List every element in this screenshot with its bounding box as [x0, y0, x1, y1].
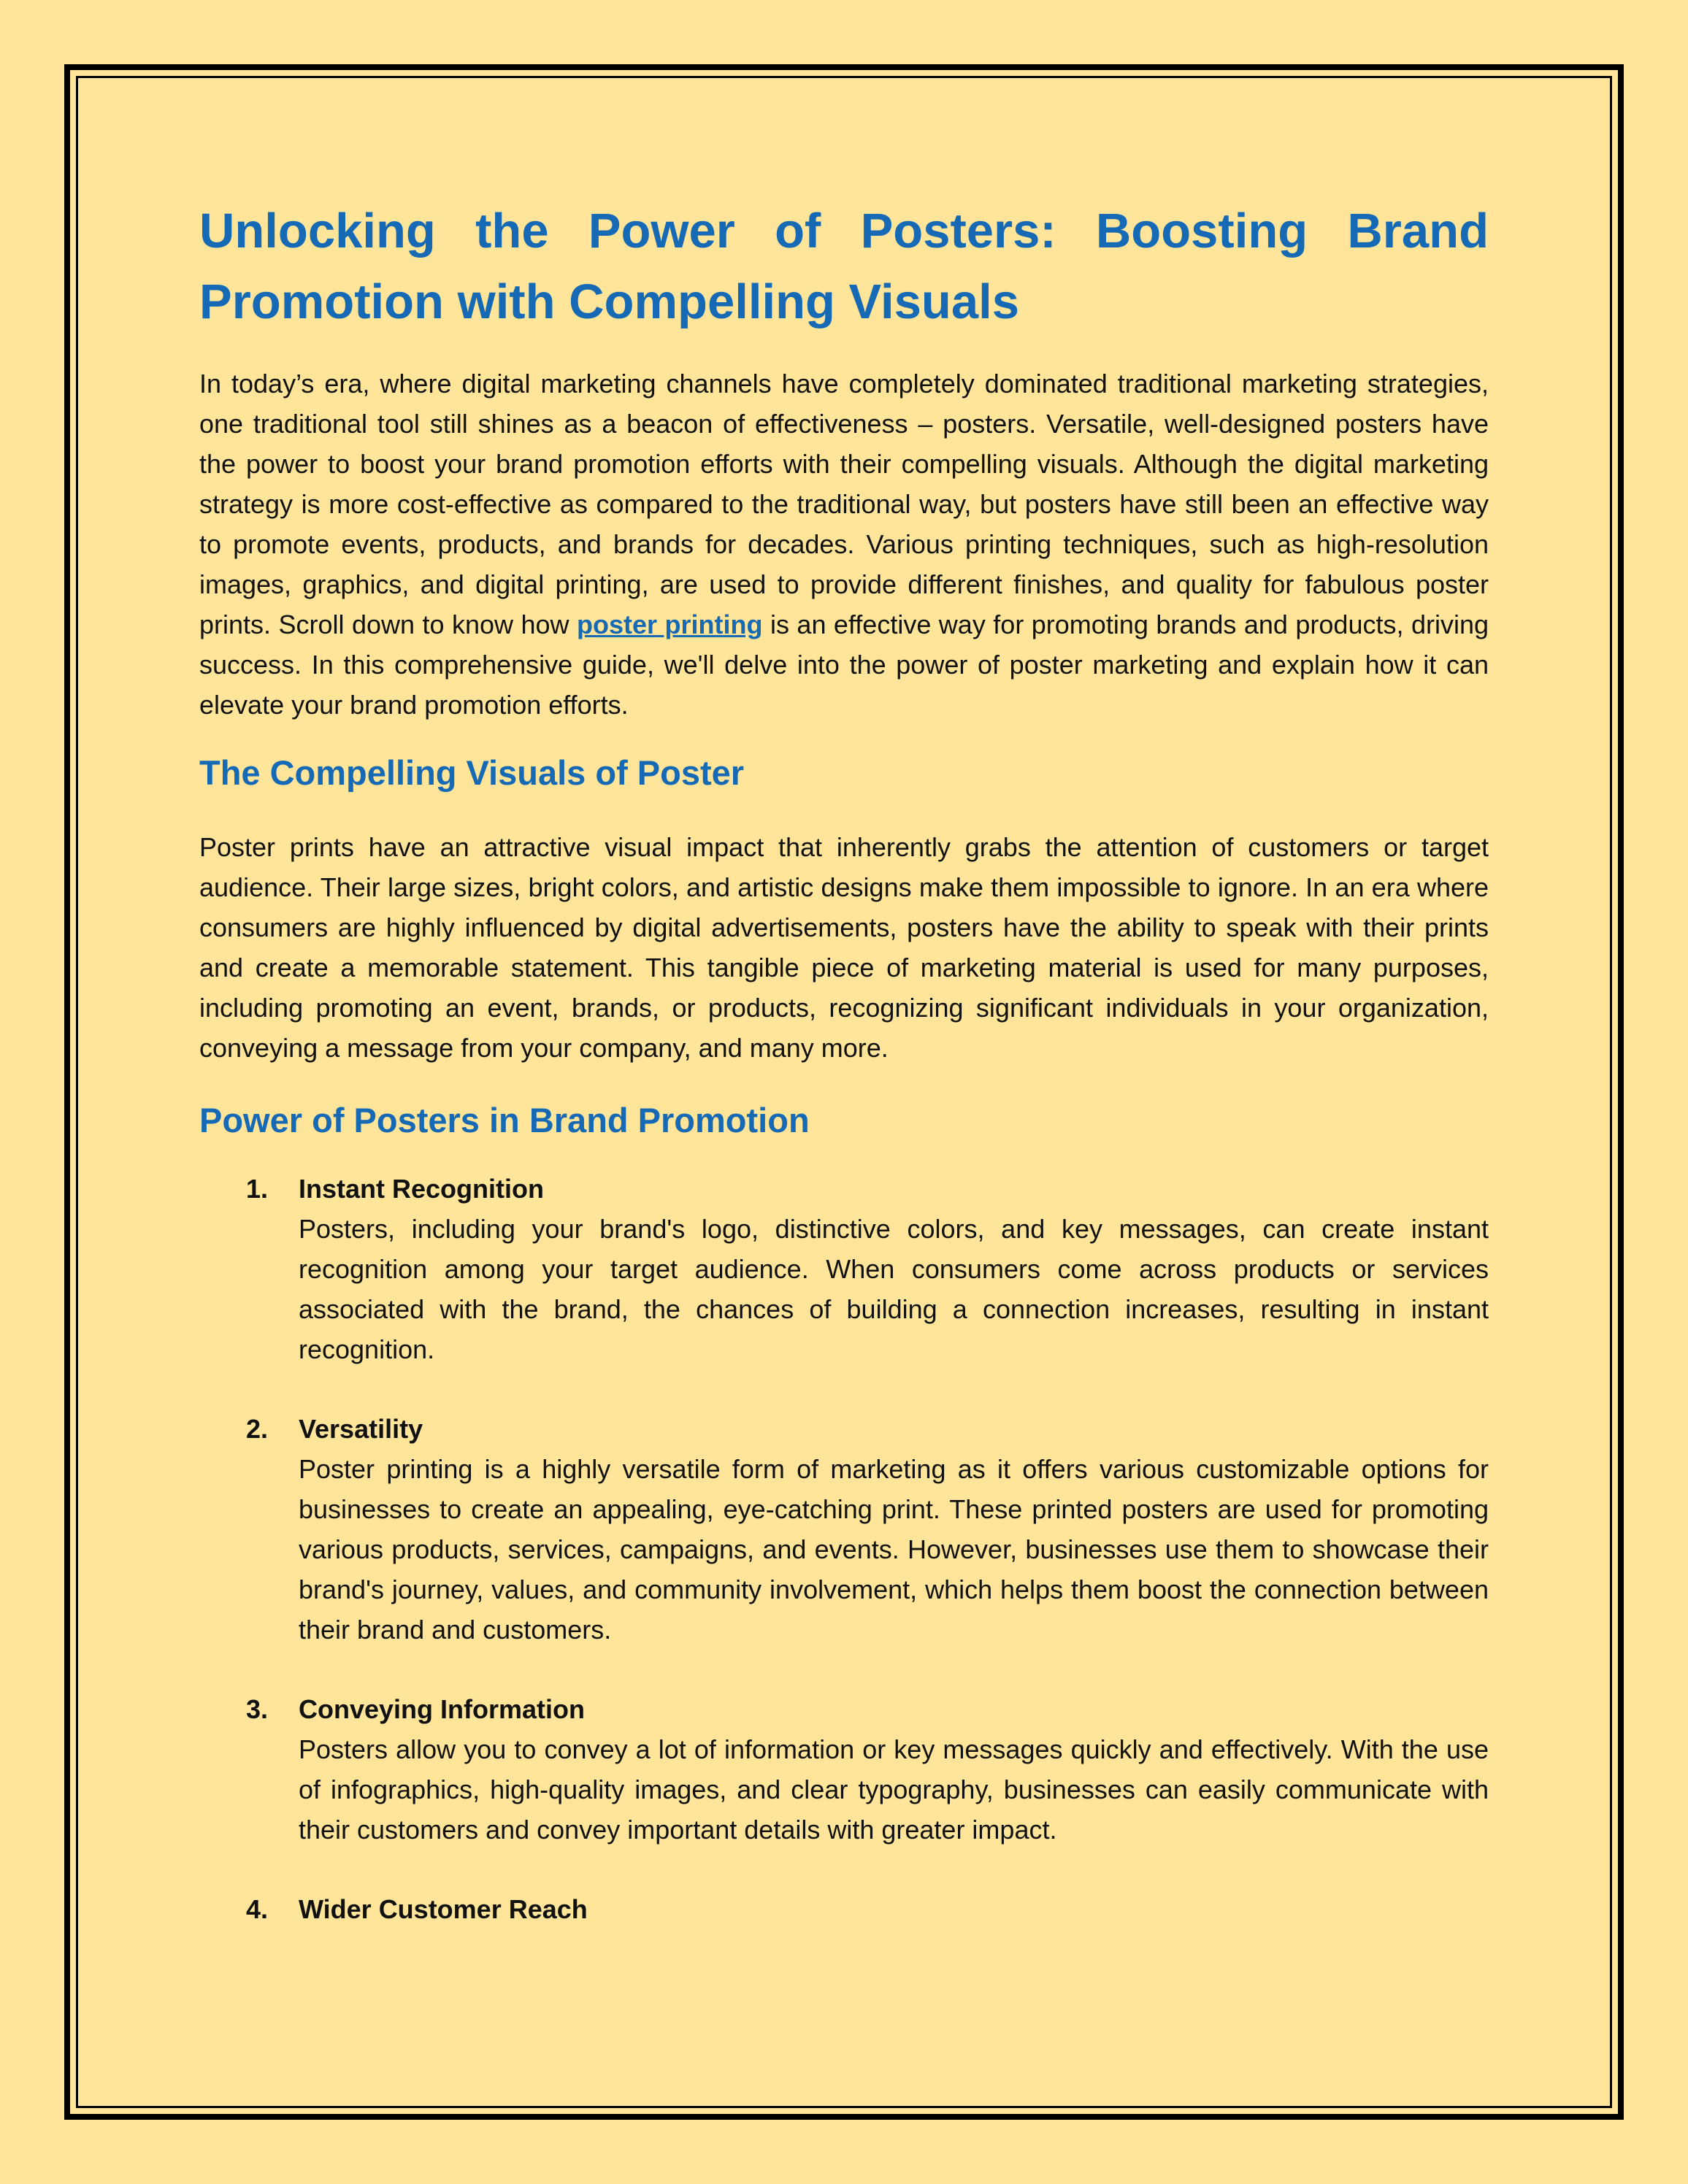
list-item-number: 2.	[246, 1414, 269, 1444]
section-heading-compelling-visuals: The Compelling Visuals of Poster	[199, 753, 745, 792]
list-item-number: 3.	[246, 1694, 269, 1724]
list-item	[199, 1169, 1489, 1369]
list-item	[199, 1689, 1489, 1850]
list-item-number: 1.	[246, 1174, 269, 1204]
section-heading-brand-promotion: Power of Posters in Brand Promotion	[199, 1101, 810, 1139]
intro-paragraph	[199, 364, 1489, 725]
document-content	[199, 196, 1489, 1969]
list-item-number: 4.	[246, 1894, 269, 1924]
list-item-title: Wider Customer Reach	[299, 1894, 588, 1924]
section-paragraph-compelling-visuals: Poster prints have an attractive visual impact that inherently grabs the attention of customers or target audience. Their large sizes, bright colors, and artistic designs make them impossible to ignore. In an era where consumers are highly influenced by digital advertisements, posters have the ability to speak with their prints and create a memorable statement. This tangible piece of marketing material is used for many purposes, including promoting an event, brands, or products, recognizing significant individuals in your organization, conveying a message from your company, and many more.	[199, 832, 1489, 1063]
intro-text-before-link: In today’s era, where digital marketing channels have completely dominated traditional marketing strategies, one traditional tool still shines as a beacon of effectiveness – posters. Versatile, well-designed posters have the power to boost your brand promotion efforts with their compelling visuals. Although the digital marketing strategy is more cost-effective as compared to the traditional way, but posters have still been an effective way to promote events, products, and brands for decades. Various printing techniques, such as high-resolution images, graphics, and digital printing, are used to provide different finishes, and quality for fabulous poster prints. Scroll down to know how	[199, 369, 1489, 639]
list-item-body: Poster printing is a highly versatile form of marketing as it offers various customizable options for businesses to create an appealing, eye-catching print. These printed posters are used for promoting various products, services, campaigns, and events. However, businesses use them to showcase their brand's journey, values, and community involvement, which helps them boost the connection between their brand and customers.	[299, 1454, 1489, 1645]
intro-text-after-link: is an effective way for promoting brands and products, driving success. In this comprehensive guide, we'll delve into the power of poster marketing and explain how it can elevate your brand promotion efforts.	[199, 610, 1489, 720]
list-item-body: Posters, including your brand's logo, distinctive colors, and key messages, can create instant recognition among your target audience. When consumers come across products or services associated with the brand, the chances of building a connection increases, resulting in instant recognition.	[299, 1214, 1489, 1364]
list-item-body: Posters allow you to convey a lot of information or key messages quickly and effectively. With the use of infographics, high-quality images, and clear typography, businesses can easily communicate with their customers and convey important details with greater impact.	[299, 1734, 1489, 1845]
numbered-list	[199, 1169, 1489, 1929]
list-item-title: Instant Recognition	[299, 1174, 544, 1204]
page-title: Unlocking the Power of Posters: Boosting Brand Promotion with Compelling Visuals	[199, 204, 1489, 329]
list-item	[199, 1409, 1489, 1650]
list-item	[199, 1889, 1489, 1929]
list-item-title: Versatility	[299, 1414, 423, 1444]
poster-printing-link[interactable]: poster printing	[577, 610, 763, 639]
list-item-title: Conveying Information	[299, 1694, 586, 1724]
